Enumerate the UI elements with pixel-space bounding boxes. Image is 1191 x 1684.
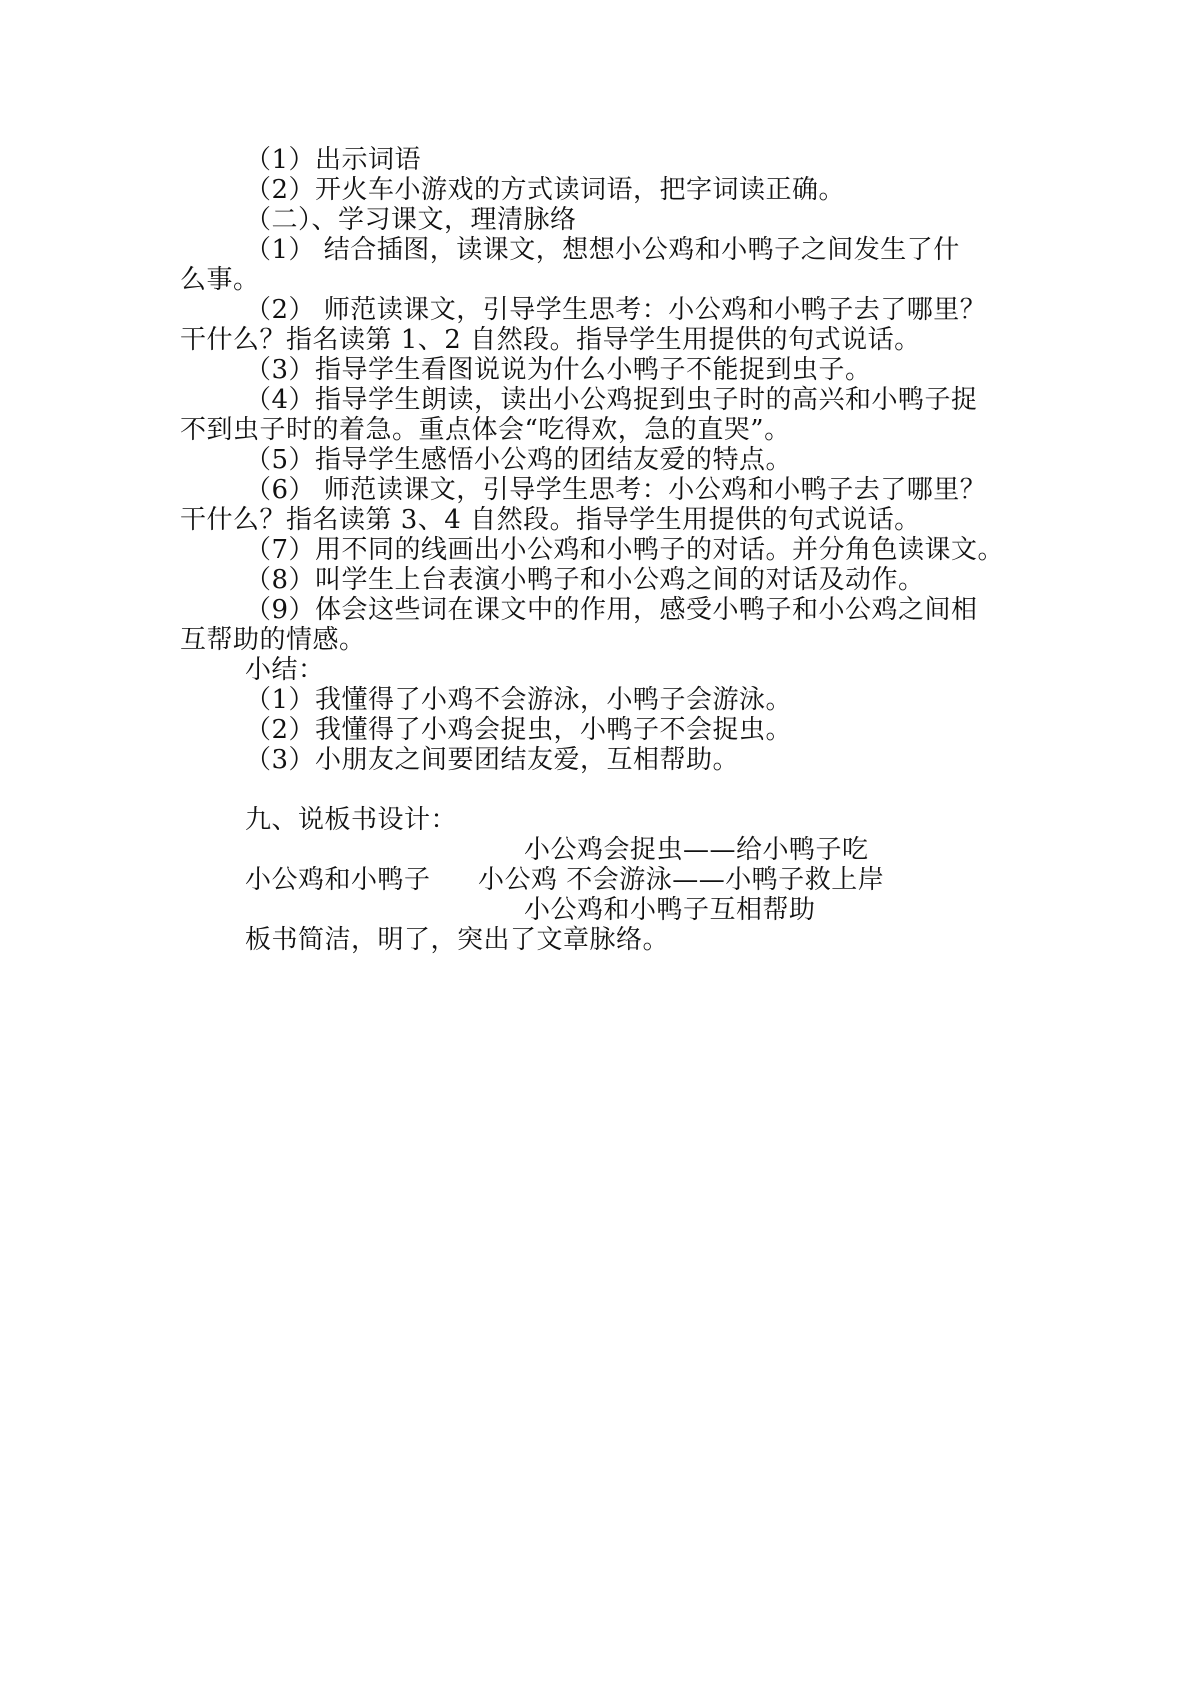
summary-line: （2）我懂得了小鸡会捉虫，小鸭子不会捉虫。 (245, 715, 793, 745)
summary-heading: 小结： (245, 655, 325, 685)
board-title: 小公鸡和小鸭子 (245, 865, 431, 895)
paragraph-line: （1） 结合插图，读课文，想想小公鸡和小鸭子之间发生了什 (245, 235, 960, 265)
paragraph-line: （6） 师范读课文，引导学生思考：小公鸡和小鸭子去了哪里？ (245, 475, 987, 505)
paragraph-line: 不到虫子时的着急。重点体会“吃得欢，急的直哭”。 (180, 415, 791, 445)
summary-line: （1）我懂得了小鸡不会游泳，小鸭子会游泳。 (245, 685, 793, 715)
paragraph-line: （4）指导学生朗读，读出小公鸡捉到虫子时的高兴和小鸭子捉 (245, 385, 978, 415)
paragraph-line: （2）开火车小游戏的方式读词语，把字词读正确。 (245, 175, 846, 205)
board-row-2: 小公鸡 不会游泳——小鸭子救上岸 (478, 865, 885, 895)
summary-line: （3）小朋友之间要团结友爱，互相帮助。 (245, 745, 740, 775)
paragraph-line: （3）指导学生看图说说为什么小鸭子不能捉到虫子。 (245, 355, 872, 385)
paragraph-line: （8）叫学生上台表演小鸭子和小公鸡之间的对话及动作。 (245, 565, 925, 595)
board-row-1: 小公鸡会捉虫——给小鸭子吃 (524, 835, 869, 865)
paragraph-line: 互帮助的情感。 (180, 625, 366, 655)
section-heading: （二）、学习课文，理清脉络 (245, 205, 577, 235)
paragraph-line: （5）指导学生感悟小公鸡的团结友爱的特点。 (245, 445, 793, 475)
paragraph-line: （9）体会这些词在课文中的作用，感受小鸭子和小公鸡之间相 (245, 595, 978, 625)
board-design-heading: 九、说板书设计： (245, 805, 458, 835)
paragraph-line: 干什么？指名读第 3、4 自然段。指导学生用提供的句式说话。 (180, 505, 921, 535)
paragraph-line: （7）用不同的线画出小公鸡和小鸭子的对话。并分角色读课文。 (245, 535, 1005, 565)
paragraph-line: 干什么？指名读第 1、2 自然段。指导学生用提供的句式说话。 (180, 325, 921, 355)
closing-line: 板书简洁，明了，突出了文章脉络。 (245, 925, 670, 955)
paragraph-line: 么事。 (180, 265, 260, 295)
board-row-3: 小公鸡和小鸭子互相帮助 (524, 895, 816, 925)
paragraph-line: （1）出示词语 (245, 145, 422, 175)
paragraph-line: （2） 师范读课文，引导学生思考：小公鸡和小鸭子去了哪里？ (245, 295, 987, 325)
